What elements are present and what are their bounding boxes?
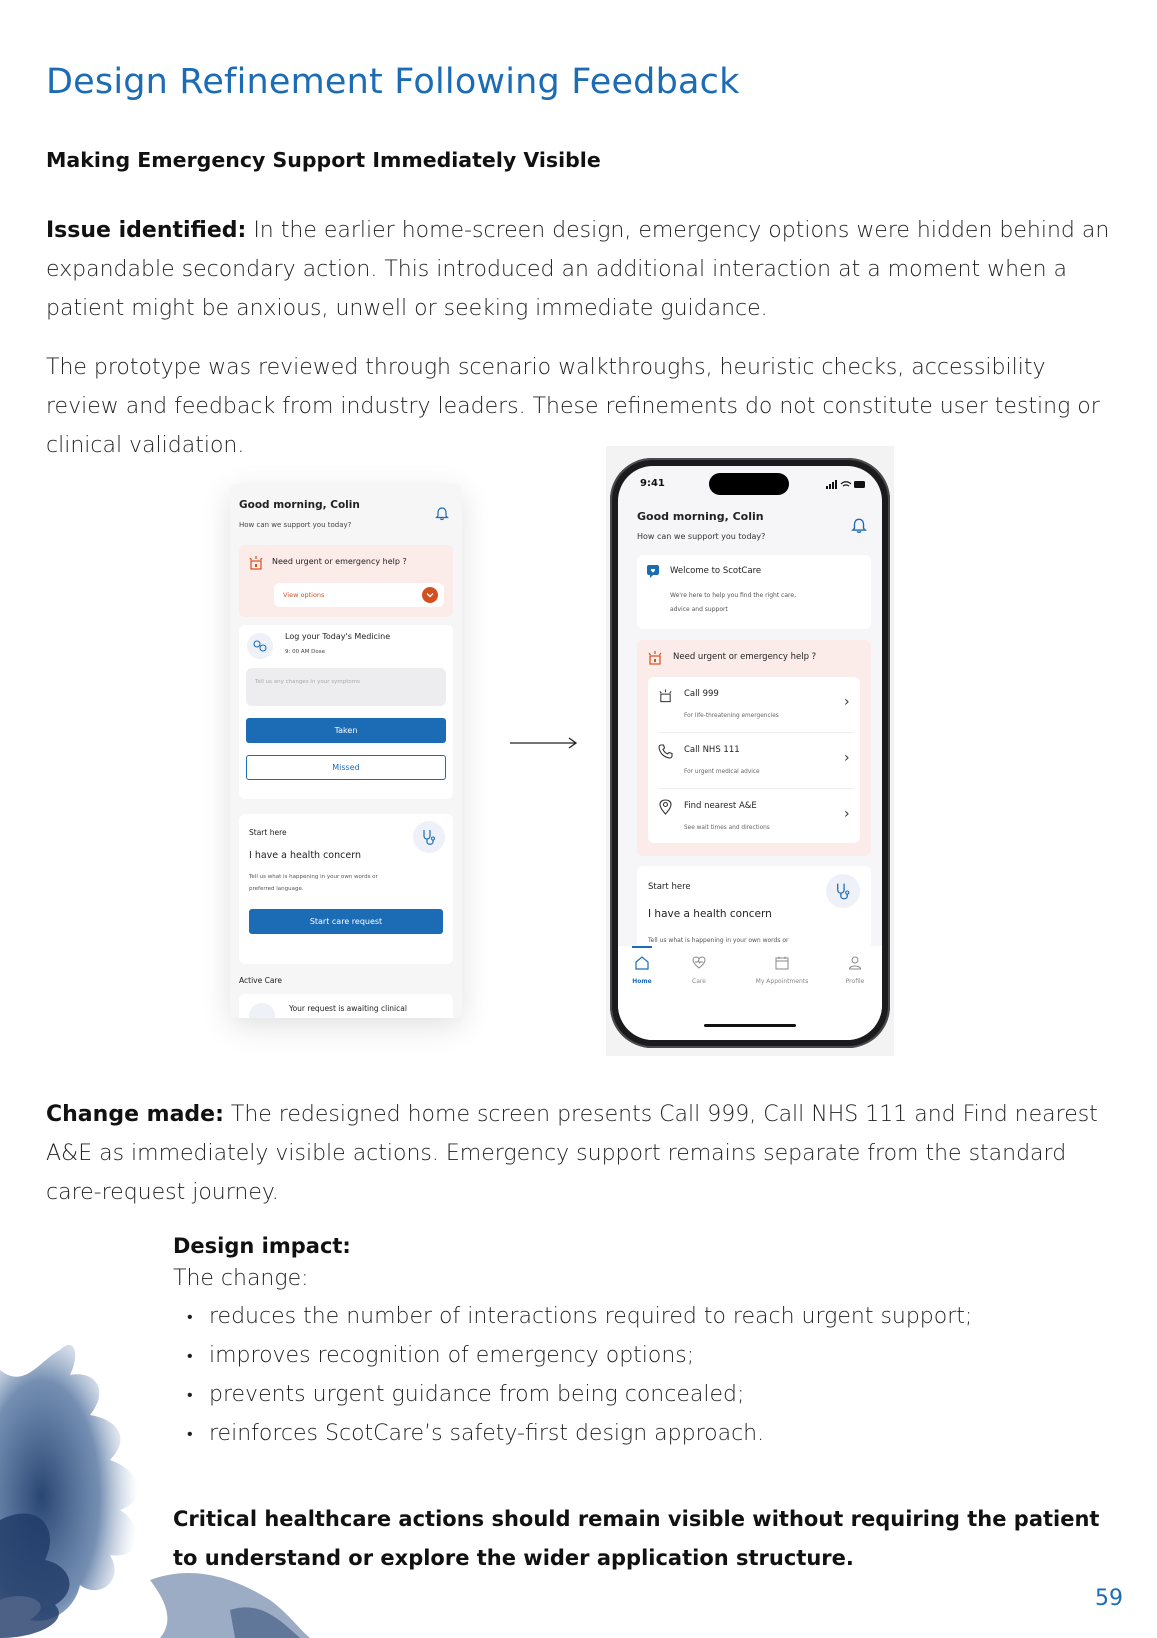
issue-text: In the earlier home-screen design, emergency options were hidden behind an expandable secondary action. This introduced an additional interaction at a moment when a patient might be anxious, unwell or seeking immediate guidance. xyxy=(46,218,1110,321)
change-paragraph xyxy=(46,1095,1118,1212)
prototype-paragraph: The prototype was reviewed through scenario walkthroughs, heuristic checks, accessibility review and feedback from industry leaders. These refinements do not constitute user testing or clinical validation. xyxy=(46,355,1100,458)
welcome-desc-2: advice and support xyxy=(670,606,728,613)
emergency-section xyxy=(637,640,871,856)
new-health-concern-card[interactable] xyxy=(637,866,871,956)
new-concern-title: I have a health concern xyxy=(648,908,772,920)
symptom-placeholder: Tell us any changes in your symptoms xyxy=(255,679,361,685)
design-impact-heading: Design impact: xyxy=(173,1234,351,1258)
active-tab-indicator xyxy=(632,946,652,948)
home-icon xyxy=(635,956,649,970)
welcome-desc-1: We're here to help you find the right care, xyxy=(670,592,796,599)
taken-button[interactable] xyxy=(246,718,446,743)
nav-my-appointments[interactable] xyxy=(746,956,818,990)
clock-icon xyxy=(249,1003,275,1018)
issue-paragraph xyxy=(46,211,1118,328)
heart-pulse-icon xyxy=(692,956,706,969)
missed-label: Missed xyxy=(332,763,360,772)
new-greeting-sub: How can we support you today? xyxy=(637,532,766,541)
nav-care[interactable] xyxy=(684,956,714,990)
chevron-down-icon xyxy=(422,587,438,603)
section-subtitle: Making Emergency Support Immediately Visible xyxy=(46,148,601,172)
new-urgent-label: Need urgent or emergency help ? xyxy=(673,652,817,662)
view-options-dropdown[interactable] xyxy=(274,583,444,607)
stethoscope-icon xyxy=(413,821,445,853)
phone-icon xyxy=(658,744,673,759)
person-icon xyxy=(848,956,862,970)
scotcare-logo-icon xyxy=(646,565,660,578)
list-item: • improves recognition of emergency options; xyxy=(187,1336,1073,1375)
medicine-time: 9: 00 AM Dose xyxy=(285,649,325,655)
missed-button[interactable] xyxy=(246,755,446,780)
nav-profile-label: Profile xyxy=(845,978,865,985)
siren-icon xyxy=(248,556,264,570)
nav-care-label: Care xyxy=(692,978,706,985)
status-time: 9:41 xyxy=(640,478,665,489)
old-concern-title: I have a health concern xyxy=(249,850,361,861)
stethoscope-icon xyxy=(826,874,860,908)
list-item: • prevents urgent guidance from being concealed; xyxy=(187,1375,1073,1414)
chevron-right-icon: › xyxy=(844,806,850,822)
call-nhs-111-title: Call NHS 111 xyxy=(684,745,740,755)
start-care-request-button[interactable] xyxy=(249,909,443,934)
find-ae-title: Find nearest A&E xyxy=(684,801,757,811)
old-concern-desc-2: preferred language. xyxy=(249,886,304,892)
impact-bullet-list xyxy=(173,1297,1073,1453)
call-999-title: Call 999 xyxy=(684,689,719,699)
welcome-title: Welcome to ScotCare xyxy=(670,566,762,576)
new-concern-desc: Tell us what is happening in your own words or xyxy=(648,937,789,944)
bottom-nav xyxy=(618,946,882,1040)
change-label: Change made: xyxy=(46,1102,224,1127)
key-takeaway-callout: Critical healthcare actions should remain visible without requiring the patient to understand or explore the wider application structure. xyxy=(173,1507,1100,1570)
design-impact-intro: The change: xyxy=(173,1266,309,1291)
chevron-right-icon: › xyxy=(844,750,850,766)
find-nearest-ae-row[interactable] xyxy=(648,789,860,843)
list-item: • reinforces ScotCare’s safety-first design approach. xyxy=(187,1414,1073,1453)
old-urgent-label: Need urgent or emergency help ? xyxy=(272,557,407,566)
old-health-concern-card xyxy=(239,814,453,964)
find-ae-desc: See wait times and directions xyxy=(684,825,770,831)
location-pin-icon xyxy=(659,799,672,815)
old-start-here: Start here xyxy=(249,828,287,837)
new-start-here: Start here xyxy=(648,882,691,892)
old-home-screen-mockup xyxy=(230,484,462,1018)
page-title: Design Refinement Following Feedback xyxy=(46,62,740,102)
welcome-card xyxy=(637,555,871,629)
dynamic-island xyxy=(709,473,789,495)
emergency-actions-list xyxy=(648,677,860,843)
bell-icon[interactable] xyxy=(435,506,449,521)
active-care-heading: Active Care xyxy=(239,976,282,985)
old-greeting-sub: How can we support you today? xyxy=(239,521,352,529)
phone-screen xyxy=(618,466,882,1040)
nav-home[interactable] xyxy=(627,956,657,990)
call-999-desc: For life-threatening emergencies xyxy=(684,713,779,719)
start-care-label: Start care request xyxy=(309,917,383,926)
nav-profile[interactable] xyxy=(840,956,870,990)
old-greeting: Good morning, Colin xyxy=(239,499,360,511)
home-indicator xyxy=(704,1024,796,1027)
nav-home-label: Home xyxy=(632,978,652,985)
awaiting-text: Your request is awaiting clinical xyxy=(289,1004,407,1013)
bell-icon[interactable] xyxy=(851,517,867,534)
chevron-right-icon: › xyxy=(844,694,850,710)
design-impact-section xyxy=(173,1234,1073,1453)
old-concern-desc-1: Tell us what is happening in your own words or xyxy=(249,874,378,880)
symptom-input[interactable] xyxy=(246,668,446,706)
call-nhs-111-desc: For urgent medical advice xyxy=(684,769,760,775)
siren-icon xyxy=(647,651,663,665)
siren-icon xyxy=(658,689,673,703)
list-item: • reduces the number of interactions required to reach urgent support; xyxy=(187,1297,1073,1336)
view-options-label: View options xyxy=(283,591,325,599)
active-care-card[interactable] xyxy=(239,994,453,1018)
medicine-title: Log your Today's Medicine xyxy=(285,632,391,641)
status-icons xyxy=(826,480,866,489)
arrow-right-icon xyxy=(510,736,578,750)
taken-label: Taken xyxy=(334,726,358,735)
new-greeting: Good morning, Colin xyxy=(637,510,764,523)
call-nhs-111-row[interactable] xyxy=(648,733,860,788)
new-home-screen-phone xyxy=(610,458,890,1048)
old-medicine-card xyxy=(239,625,453,799)
change-text: The redesigned home screen presents Call 999, Call NHS 111 and Find nearest A&E as immediately visible actions. Emergency support remains separate from the standard care-request journey. xyxy=(46,1102,1098,1205)
pills-icon xyxy=(247,633,273,659)
issue-label: Issue identified: xyxy=(46,218,247,243)
calendar-icon xyxy=(775,956,789,970)
call-999-row[interactable] xyxy=(648,677,860,732)
page-number: 59 xyxy=(1095,1586,1123,1611)
old-urgent-card xyxy=(239,545,453,617)
nav-appointments-label: My Appointments xyxy=(755,978,809,985)
